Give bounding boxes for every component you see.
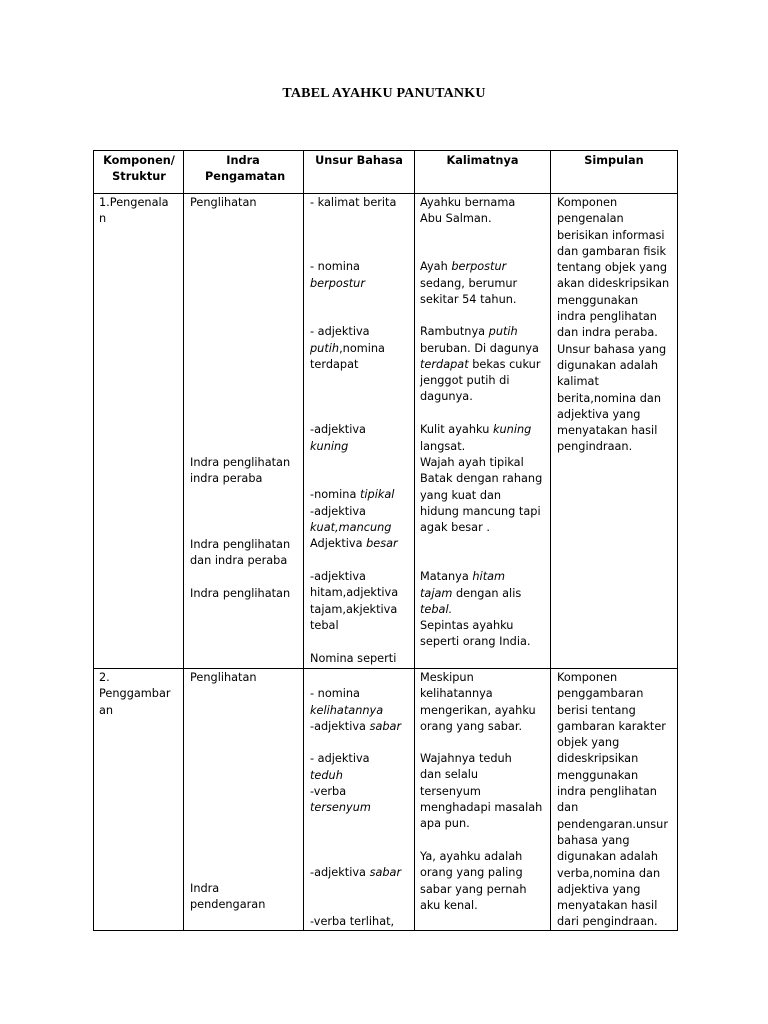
- row1-unsur-d: -adjektiva kuning: [310, 423, 366, 453]
- row2-indra-b: Indra pendengaran: [190, 882, 266, 912]
- header-komponen: Komponen/ Struktur: [103, 154, 175, 184]
- row2-unsur-a: - nomina kelihatannya -adjektiva sabar: [310, 687, 402, 733]
- row1-unsur-a: - kalimat berita: [310, 196, 397, 209]
- header-simpulan: Simpulan: [584, 154, 644, 167]
- row1-simpulan: Komponen pengenalan berisikan informasi dan gambaran fisik tentang objek yang akan dideskripsikan menggunakan indra penglihatan dan indra peraba. Unsur bahasa yang digunakan adalah kalimat berita,nomina dan adjektiva yang menyatakan hasil pengindraan.: [557, 196, 670, 454]
- header-kalimat: Kalimatnya: [446, 154, 519, 167]
- row1-unsur-e: -nomina tipikal -adjektiva kuat,mancung Adjektiva besar: [310, 488, 398, 551]
- header-indra: Indra Pengamatan: [205, 154, 286, 184]
- row2-unsur-d: -verba terlihat,: [310, 915, 395, 928]
- row1-kalimat-a: Ayahku bernama Abu Salman.: [420, 196, 516, 226]
- row2-unsur-b: - adjektiva teduh -verba tersenyum: [310, 752, 371, 815]
- row2-kalimat-c: Ya, ayahku adalah orang yang paling sabar yang pernah aku kenal.: [420, 850, 527, 912]
- row2-simpulan: Komponen penggambaran berisi tentang gambaran karakter objek yang dideskripsikan menggunakan indra penglihatan dan pendengaran.unsur bahasa yang digunakan adalah verba,nomina dan adjektiva yang menyatakan hasil dari pengindraan.: [557, 671, 668, 929]
- row1-komponen: 1.Pengenala n: [99, 196, 169, 226]
- row1-kalimat-g: Sepintas ayahku seperti orang India.: [420, 619, 531, 649]
- row1-kalimat-e: Wajah ayah tipikal Batak dengan rahang yang kuat dan hidung mancung tapi agak besar .: [420, 456, 543, 535]
- row1-indra-d: Indra penglihatan: [190, 587, 291, 600]
- row2-kalimat-b: Wajahnya teduh dan selalu tersenyum menghadapi masalah apa pun.: [420, 752, 543, 831]
- row1-unsur-b: - nomina berpostur: [310, 260, 365, 290]
- row2-unsur-c: -adjektiva sabar: [310, 866, 402, 880]
- row1-kalimat-d: Kulit ayahku kuning langsat.: [420, 423, 532, 453]
- row1-unsur-f: -adjektiva hitam,adjektiva tajam,akjektiva tebal: [310, 570, 399, 632]
- row1-indra-b: Indra penglihatan indra peraba: [190, 456, 291, 486]
- row1-indra-c: Indra penglihatan dan indra peraba: [190, 538, 291, 568]
- row1-indra-a: Penglihatan: [190, 196, 257, 209]
- row2-indra-a: Penglihatan: [190, 671, 257, 684]
- row1-kalimat-b: Ayah berpostur sedang, berumur sekitar 54 tahun.: [420, 260, 518, 306]
- row1-cell-komponen: [93, 193, 184, 669]
- header-unsur: Unsur Bahasa: [315, 154, 403, 167]
- row1-kalimat-f: Matanya hitam tajam dengan alis tebal.: [420, 570, 522, 616]
- row1-kalimat-c: Rambutnya putih beruban. Di dagunya terdapat bekas cukur jenggot putih di dagunya.: [420, 325, 541, 404]
- page-title: TABEL AYAHKU PANUTANKU: [282, 86, 486, 101]
- row2-kalimat-a: Meskipun kelihatannya mengerikan, ayahku orang yang sabar.: [420, 671, 536, 733]
- row2-komponen: 2. Penggambar an: [99, 671, 171, 717]
- row1-unsur-c: - adjektiva putih,nomina terdapat: [310, 325, 385, 371]
- row1-unsur-g: Nomina seperti: [310, 652, 397, 665]
